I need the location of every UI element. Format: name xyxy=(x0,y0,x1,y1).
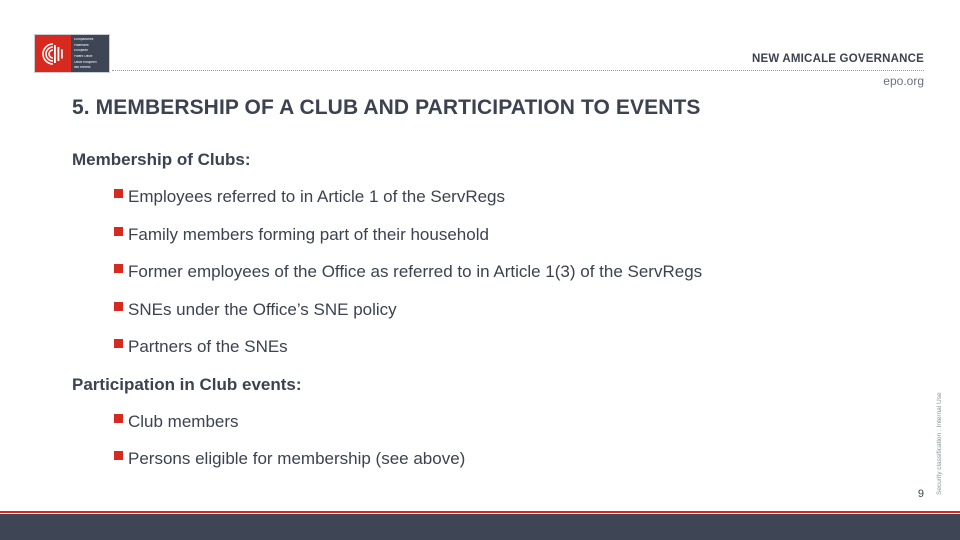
participation-list xyxy=(72,412,892,470)
list-item-text: Employees referred to in Article 1 of the ServRegs xyxy=(128,187,506,206)
bullet-square-icon xyxy=(114,227,123,236)
membership-list xyxy=(72,187,892,357)
list-item xyxy=(72,262,892,282)
list-item xyxy=(72,337,892,357)
page-number: 9 xyxy=(917,488,924,500)
bullet-square-icon xyxy=(114,414,123,423)
logo-text-line: Patentamt xyxy=(74,43,89,47)
slide-title: 5. MEMBERSHIP OF A CLUB AND PARTICIPATION TO EVENTS xyxy=(72,96,701,119)
epo-logo xyxy=(35,35,109,72)
list-item-text: Former employees of the Office as referred to in Article 1(3) of the ServRegs xyxy=(128,262,703,281)
section-heading-participation: Participation in Club events: xyxy=(72,374,302,394)
list-item xyxy=(72,187,892,207)
list-item-text: SNEs under the Office’s SNE policy xyxy=(128,299,397,319)
epo-logo-text xyxy=(71,35,109,72)
section-heading-membership: Membership of Clubs: xyxy=(72,150,251,169)
header-divider xyxy=(112,70,924,71)
list-item xyxy=(72,412,892,432)
logo-text-line: Patent Office xyxy=(74,55,93,59)
list-item-text: Partners of the SNEs xyxy=(128,337,288,356)
list-item xyxy=(72,449,892,469)
list-item xyxy=(72,225,892,245)
list-item-text: Club members xyxy=(128,411,239,431)
footer-band xyxy=(0,514,960,540)
slide-content xyxy=(72,150,892,487)
bullet-square-icon xyxy=(114,264,123,273)
header-url: epo.org xyxy=(883,74,924,88)
security-classification: Security classification : Internal Use xyxy=(936,392,943,495)
bullet-square-icon xyxy=(114,451,123,460)
logo-text-line: European xyxy=(74,49,88,53)
logo-text-line: Europäisches xyxy=(74,38,94,41)
footer-accent-line xyxy=(0,511,960,513)
header-title: NEW AMICALE GOVERNANCE xyxy=(751,53,924,65)
list-item-text: Family members forming part of their household xyxy=(128,224,489,244)
bullet-square-icon xyxy=(114,189,123,198)
list-item xyxy=(72,300,892,320)
epo-logo-mark-icon xyxy=(35,35,71,72)
bullet-square-icon xyxy=(114,302,123,311)
bullet-square-icon xyxy=(114,339,123,348)
logo-text-line: des brevets xyxy=(74,66,91,70)
list-item-text: Persons eligible for membership (see above) xyxy=(128,449,466,468)
logo-text-line: Office européen xyxy=(74,60,97,64)
